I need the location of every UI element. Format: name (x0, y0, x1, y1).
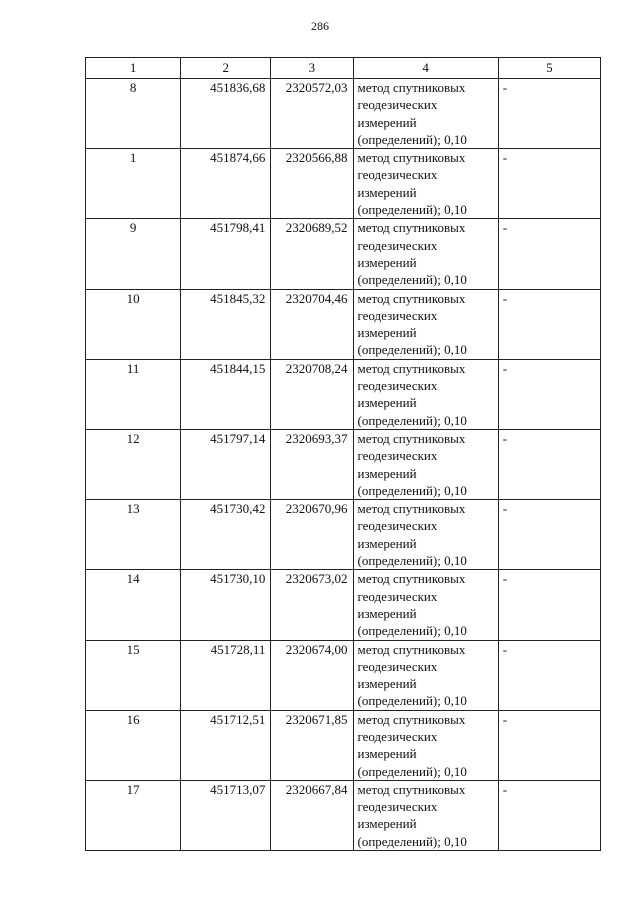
header-col-3: 3 (271, 58, 353, 79)
method-line: (определений); 0,10 (357, 202, 467, 218)
point-number-cell: 15 (86, 640, 181, 710)
method-cell (353, 359, 498, 429)
y-coordinate-cell: 2320673,02 (271, 570, 353, 640)
method-line: метод спутниковых (357, 150, 466, 166)
method-line: измерений (357, 395, 417, 411)
method-line: геодезических (357, 448, 438, 464)
table-row (86, 710, 601, 780)
method-line: измерений (357, 465, 417, 481)
note-cell: - (498, 429, 600, 499)
method-cell (353, 289, 498, 359)
method-line: геодезических (357, 307, 438, 323)
note-cell: - (498, 289, 600, 359)
point-number-cell: 16 (86, 710, 181, 780)
method-line: метод спутниковых (357, 711, 466, 727)
method-line: измерений (357, 114, 417, 130)
x-coordinate-cell: 451798,41 (181, 219, 271, 289)
y-coordinate-cell: 2320572,03 (271, 79, 353, 149)
method-line: (определений); 0,10 (357, 412, 467, 428)
y-coordinate-cell: 2320689,52 (271, 219, 353, 289)
method-line: метод спутниковых (357, 290, 466, 306)
method-line: метод спутниковых (357, 430, 466, 446)
table-row (86, 429, 601, 499)
method-line: измерений (357, 254, 417, 270)
point-number-cell: 12 (86, 429, 181, 499)
method-cell (353, 79, 498, 149)
method-line: метод спутниковых (357, 220, 466, 236)
note-cell: - (498, 640, 600, 710)
point-number-cell: 1 (86, 149, 181, 219)
method-line: метод спутниковых (357, 80, 466, 95)
y-coordinate-cell: 2320708,24 (271, 359, 353, 429)
method-line: геодезических (357, 167, 438, 183)
note-cell: - (498, 500, 600, 570)
method-line: (определений); 0,10 (357, 272, 467, 288)
x-coordinate-cell: 451730,42 (181, 500, 271, 570)
method-cell (353, 780, 498, 850)
method-line: измерений (357, 535, 417, 551)
y-coordinate-cell: 2320693,37 (271, 429, 353, 499)
header-col-1: 1 (86, 58, 181, 79)
method-line: (определений); 0,10 (357, 482, 467, 498)
note-cell: - (498, 219, 600, 289)
x-coordinate-cell: 451713,07 (181, 780, 271, 850)
method-line: геодезических (357, 237, 438, 253)
point-number-cell: 17 (86, 780, 181, 850)
y-coordinate-cell: 2320667,84 (271, 780, 353, 850)
table-row (86, 149, 601, 219)
method-line: метод спутниковых (357, 641, 466, 657)
table-row (86, 640, 601, 710)
coordinates-table (85, 57, 601, 851)
point-number-cell: 13 (86, 500, 181, 570)
y-coordinate-cell: 2320566,88 (271, 149, 353, 219)
method-line: измерений (357, 325, 417, 341)
y-coordinate-cell: 2320670,96 (271, 500, 353, 570)
method-line: измерений (357, 184, 417, 200)
method-cell (353, 640, 498, 710)
point-number-cell: 14 (86, 570, 181, 640)
point-number-cell: 8 (86, 79, 181, 149)
point-number-cell: 11 (86, 359, 181, 429)
method-cell (353, 500, 498, 570)
method-line: геодезических (357, 378, 438, 394)
method-line: геодезических (357, 658, 438, 674)
x-coordinate-cell: 451845,32 (181, 289, 271, 359)
note-cell: - (498, 79, 600, 149)
method-line: измерений (357, 676, 417, 692)
method-cell (353, 710, 498, 780)
method-line: измерений (357, 816, 417, 832)
table-row (86, 570, 601, 640)
note-cell: - (498, 570, 600, 640)
method-line: метод спутниковых (357, 781, 466, 797)
method-cell (353, 219, 498, 289)
method-line: (определений); 0,10 (357, 131, 467, 147)
method-cell (353, 570, 498, 640)
method-line: измерений (357, 746, 417, 762)
table-header-row (86, 58, 601, 79)
method-line: (определений); 0,10 (357, 553, 467, 569)
y-coordinate-cell: 2320671,85 (271, 710, 353, 780)
x-coordinate-cell: 451836,68 (181, 79, 271, 149)
method-line: (определений); 0,10 (357, 623, 467, 639)
point-number-cell: 9 (86, 219, 181, 289)
method-line: (определений); 0,10 (357, 342, 467, 358)
method-line: геодезических (357, 588, 438, 604)
x-coordinate-cell: 451874,66 (181, 149, 271, 219)
table-row (86, 780, 601, 850)
method-cell (353, 429, 498, 499)
table-row (86, 289, 601, 359)
page-number: 286 (311, 19, 329, 33)
method-line: геодезических (357, 799, 438, 815)
x-coordinate-cell: 451844,15 (181, 359, 271, 429)
method-line: метод спутниковых (357, 501, 466, 517)
method-line: геодезических (357, 97, 438, 113)
note-cell: - (498, 149, 600, 219)
note-cell: - (498, 359, 600, 429)
method-line: измерений (357, 605, 417, 621)
header-col-2: 2 (181, 58, 271, 79)
x-coordinate-cell: 451728,11 (181, 640, 271, 710)
note-cell: - (498, 710, 600, 780)
method-line: метод спутниковых (357, 360, 466, 376)
method-cell (353, 149, 498, 219)
header-col-4: 4 (353, 58, 498, 79)
table-row (86, 500, 601, 570)
method-line: геодезических (357, 728, 438, 744)
note-cell: - (498, 780, 600, 850)
method-line: (определений); 0,10 (357, 833, 467, 849)
y-coordinate-cell: 2320704,46 (271, 289, 353, 359)
header-col-5: 5 (498, 58, 600, 79)
y-coordinate-cell: 2320674,00 (271, 640, 353, 710)
x-coordinate-cell: 451797,14 (181, 429, 271, 499)
method-line: (определений); 0,10 (357, 763, 467, 779)
method-line: метод спутниковых (357, 571, 466, 587)
table-row (86, 79, 601, 149)
table-row (86, 359, 601, 429)
method-line: (определений); 0,10 (357, 693, 467, 709)
x-coordinate-cell: 451712,51 (181, 710, 271, 780)
method-line: геодезических (357, 518, 438, 534)
x-coordinate-cell: 451730,10 (181, 570, 271, 640)
point-number-cell: 10 (86, 289, 181, 359)
table-row (86, 219, 601, 289)
